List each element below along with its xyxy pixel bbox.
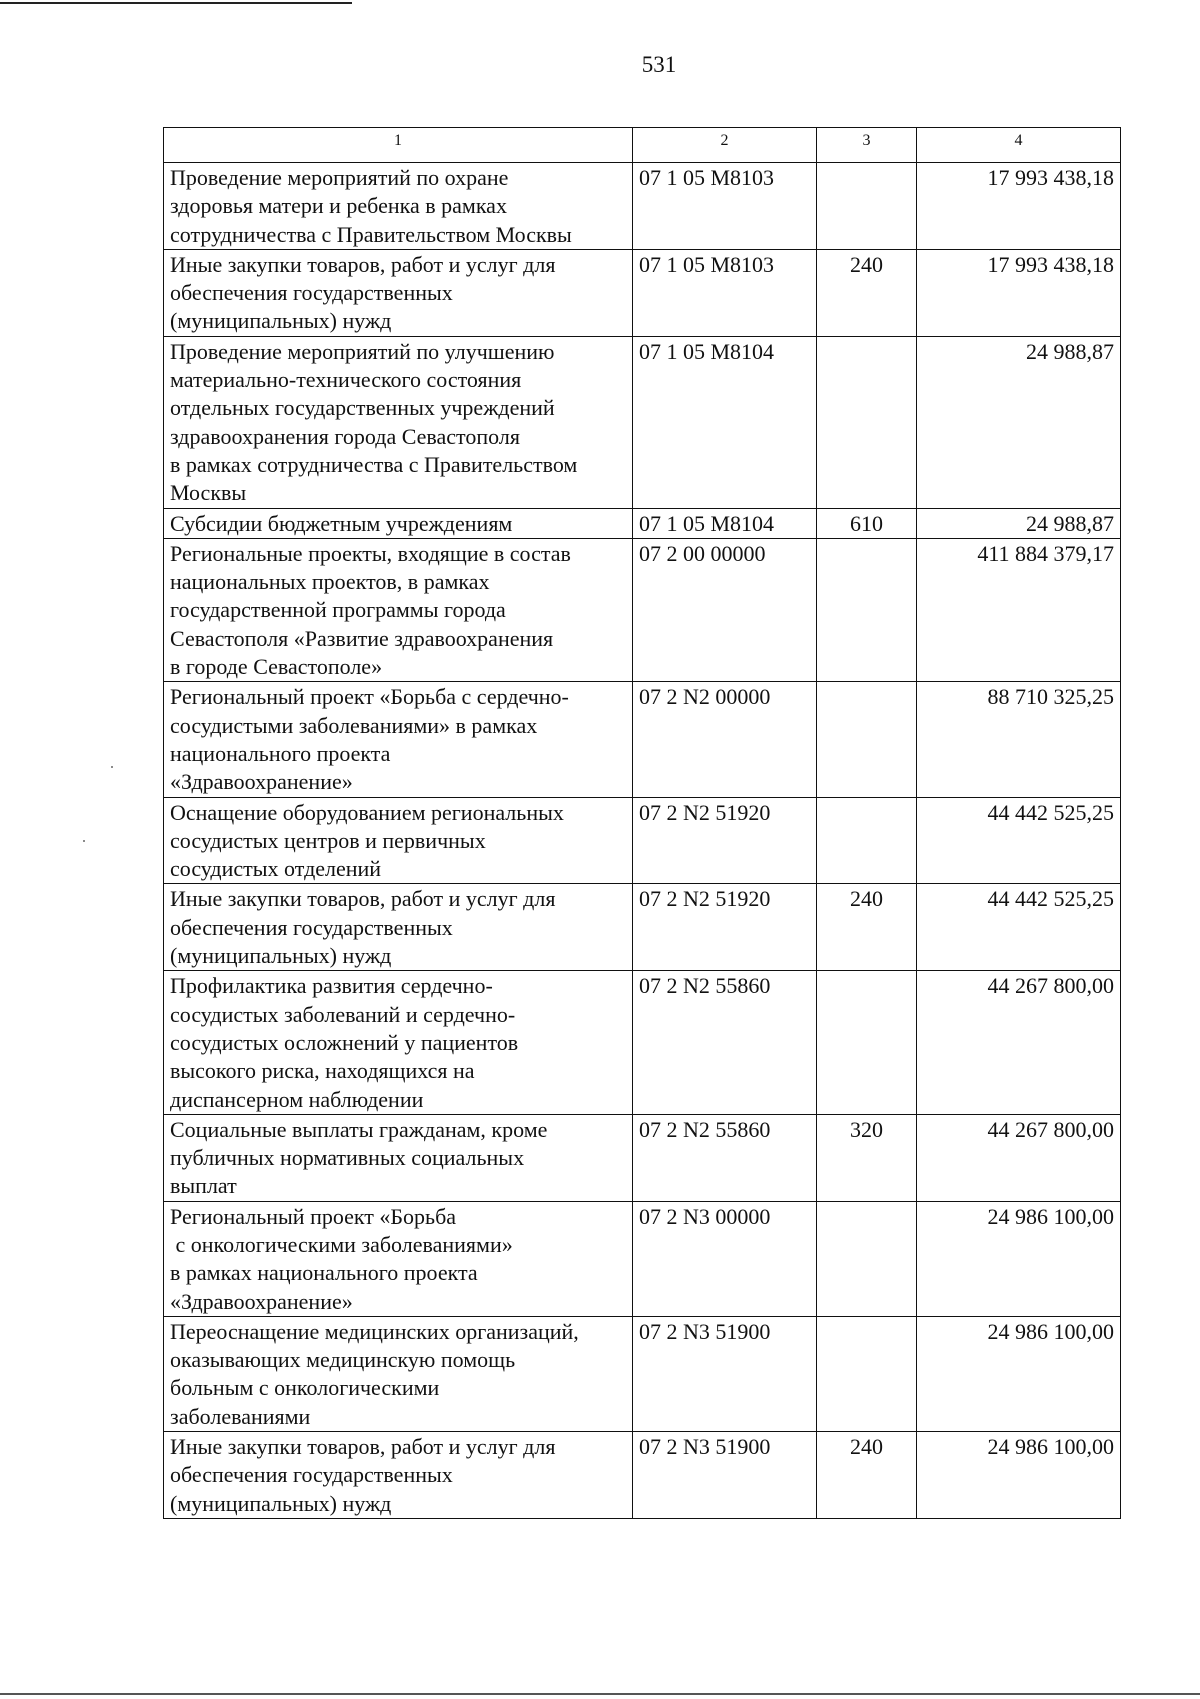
row-name	[164, 1316, 633, 1431]
row-name-line: сосудистых отделений	[170, 856, 382, 882]
column-header-type: 3	[817, 128, 917, 163]
row-name-line: Социальные выплаты гражданам, кроме	[170, 1116, 548, 1142]
table-row	[164, 538, 1121, 681]
row-name-line: государственной программы города	[170, 597, 506, 623]
row-code: 07 2 N3 51900	[633, 1432, 817, 1519]
row-expense-type: 240	[817, 884, 917, 971]
row-name	[164, 538, 633, 681]
row-amount: 411 884 379,17	[917, 538, 1121, 681]
row-name-line: в рамках национального проекта	[170, 1260, 478, 1286]
row-code: 07 2 N3 51900	[633, 1316, 817, 1431]
row-code: 07 1 05 M8103	[633, 249, 817, 336]
row-name-line: Иные закупки товаров, работ и услуг для	[170, 251, 556, 277]
row-expense-type	[817, 1201, 917, 1316]
row-amount: 44 267 800,00	[917, 1114, 1121, 1201]
row-name-line: (муниципальных) нужд	[170, 943, 392, 969]
row-name	[164, 797, 633, 884]
row-expense-type	[817, 163, 917, 250]
table-row	[164, 682, 1121, 797]
table-row	[164, 508, 1121, 538]
row-name-line: Иные закупки товаров, работ и услуг для	[170, 1434, 556, 1460]
column-header-amount: 4	[917, 128, 1121, 163]
table-row	[164, 1201, 1121, 1316]
row-name-line: материально-технического состояния	[170, 367, 522, 393]
table-body	[164, 163, 1121, 1519]
row-code: 07 1 05 M8103	[633, 163, 817, 250]
row-name-line: в рамках сотрудничества с Правительством	[170, 451, 578, 477]
row-name-line: сотрудничества с Правительством Москвы	[170, 221, 572, 247]
row-name-line: Иные закупки товаров, работ и услуг для	[170, 886, 556, 912]
scan-edge-bottom	[0, 1693, 1200, 1695]
row-name-line: здравоохранения города Севастополя	[170, 423, 520, 449]
scan-edge-top	[0, 2, 352, 4]
row-name-line: Профилактика развития сердечно-	[170, 973, 493, 999]
row-expense-type	[817, 336, 917, 508]
row-name-line: оказывающих медицинскую помощь	[170, 1347, 516, 1373]
row-amount: 24 986 100,00	[917, 1432, 1121, 1519]
row-amount: 88 710 325,25	[917, 682, 1121, 797]
row-name	[164, 1114, 633, 1201]
row-name-line: высокого риска, находящихся на	[170, 1058, 475, 1084]
margin-speck	[83, 840, 85, 842]
row-name-line: Региональный проект «Борьба	[170, 1203, 457, 1229]
row-name-line: Региональный проект «Борьба с сердечно-	[170, 684, 569, 710]
row-code: 07 2 00 00000	[633, 538, 817, 681]
row-name-line: (муниципальных) нужд	[170, 308, 392, 334]
row-name	[164, 249, 633, 336]
row-name-line: «Здравоохранение»	[170, 1288, 353, 1314]
row-code: 07 2 N2 51920	[633, 884, 817, 971]
row-expense-type: 240	[817, 249, 917, 336]
page-number: 531	[641, 52, 677, 77]
table-row	[164, 249, 1121, 336]
row-name-line: в городе Севастополе»	[170, 654, 383, 680]
row-amount: 24 988,87	[917, 508, 1121, 538]
row-name-line: Региональные проекты, входящие в состав	[170, 540, 571, 566]
row-amount: 44 267 800,00	[917, 971, 1121, 1114]
row-name-line: (муниципальных) нужд	[170, 1490, 392, 1516]
row-name-line: выплат	[170, 1173, 237, 1199]
row-name-line: больным с онкологическими	[170, 1375, 440, 1401]
row-expense-type: 320	[817, 1114, 917, 1201]
row-amount: 44 442 525,25	[917, 797, 1121, 884]
table-row	[164, 1114, 1121, 1201]
row-code: 07 2 N2 55860	[633, 1114, 817, 1201]
row-code: 07 2 N2 00000	[633, 682, 817, 797]
row-amount: 24 986 100,00	[917, 1316, 1121, 1431]
row-expense-type	[817, 797, 917, 884]
row-expense-type: 610	[817, 508, 917, 538]
row-code: 07 1 05 M8104	[633, 336, 817, 508]
row-name-line: Проведение мероприятий по охране	[170, 165, 509, 190]
header-row	[164, 128, 1121, 163]
row-name	[164, 163, 633, 250]
table-row	[164, 336, 1121, 508]
row-name	[164, 336, 633, 508]
row-name	[164, 971, 633, 1114]
row-expense-type	[817, 971, 917, 1114]
row-amount: 44 442 525,25	[917, 884, 1121, 971]
budget-table	[163, 127, 1121, 1519]
row-amount: 24 986 100,00	[917, 1201, 1121, 1316]
row-code: 07 2 N3 00000	[633, 1201, 817, 1316]
row-name-line: сосудистых центров и первичных	[170, 827, 486, 853]
row-name-line: сосудистых заболеваний и сердечно-	[170, 1001, 516, 1027]
table-row	[164, 797, 1121, 884]
table-row	[164, 971, 1121, 1114]
row-name	[164, 682, 633, 797]
row-name-line: сосудистыми заболеваниями» в рамках	[170, 712, 538, 738]
row-amount: 24 988,87	[917, 336, 1121, 508]
row-name	[164, 1432, 633, 1519]
row-expense-type	[817, 1316, 917, 1431]
table-row	[164, 1316, 1121, 1431]
row-name-line: обеспечения государственных	[170, 280, 453, 306]
table-row	[164, 884, 1121, 971]
row-name-line: «Здравоохранение»	[170, 769, 353, 795]
row-name	[164, 884, 633, 971]
row-amount: 17 993 438,18	[917, 249, 1121, 336]
row-expense-type	[817, 682, 917, 797]
row-name-line: публичных нормативных социальных	[170, 1145, 525, 1171]
row-name-line: обеспечения государственных	[170, 1462, 453, 1488]
row-name-line: заболеваниями	[170, 1403, 311, 1429]
row-name-line: Субсидии бюджетным учреждениям	[170, 510, 513, 536]
row-name	[164, 1201, 633, 1316]
row-name-line: национального проекта	[170, 740, 391, 766]
row-name-line: здоровья матери и ребенка в рамках	[170, 193, 507, 219]
row-name-line: с онкологическими заболеваниями»	[170, 1231, 513, 1257]
row-name-line: Переоснащение медицинских организаций,	[170, 1318, 579, 1344]
row-name-line: Севастополя «Развитие здравоохранения	[170, 625, 554, 651]
row-name-line: Проведение мероприятий по улучшению	[170, 338, 555, 364]
table-row	[164, 1432, 1121, 1519]
row-name-line: Оснащение оборудованием региональных	[170, 799, 564, 825]
row-code: 07 2 N2 55860	[633, 971, 817, 1114]
row-amount: 17 993 438,18	[917, 163, 1121, 250]
row-code: 07 1 05 M8104	[633, 508, 817, 538]
row-name-line: национальных проектов, в рамках	[170, 569, 490, 595]
column-header-code: 2	[633, 128, 817, 163]
column-header-name: 1	[164, 128, 633, 163]
row-code: 07 2 N2 51920	[633, 797, 817, 884]
row-name	[164, 508, 633, 538]
row-name-line: обеспечения государственных	[170, 914, 453, 940]
row-name-line: Москвы	[170, 480, 247, 506]
row-name-line: сосудистых осложнений у пациентов	[170, 1029, 519, 1055]
table-row	[164, 163, 1121, 250]
row-name-line: отдельных государственных учреждений	[170, 395, 555, 421]
margin-speck	[111, 766, 113, 768]
row-name-line: диспансерном наблюдении	[170, 1086, 424, 1112]
row-expense-type: 240	[817, 1432, 917, 1519]
row-expense-type	[817, 538, 917, 681]
